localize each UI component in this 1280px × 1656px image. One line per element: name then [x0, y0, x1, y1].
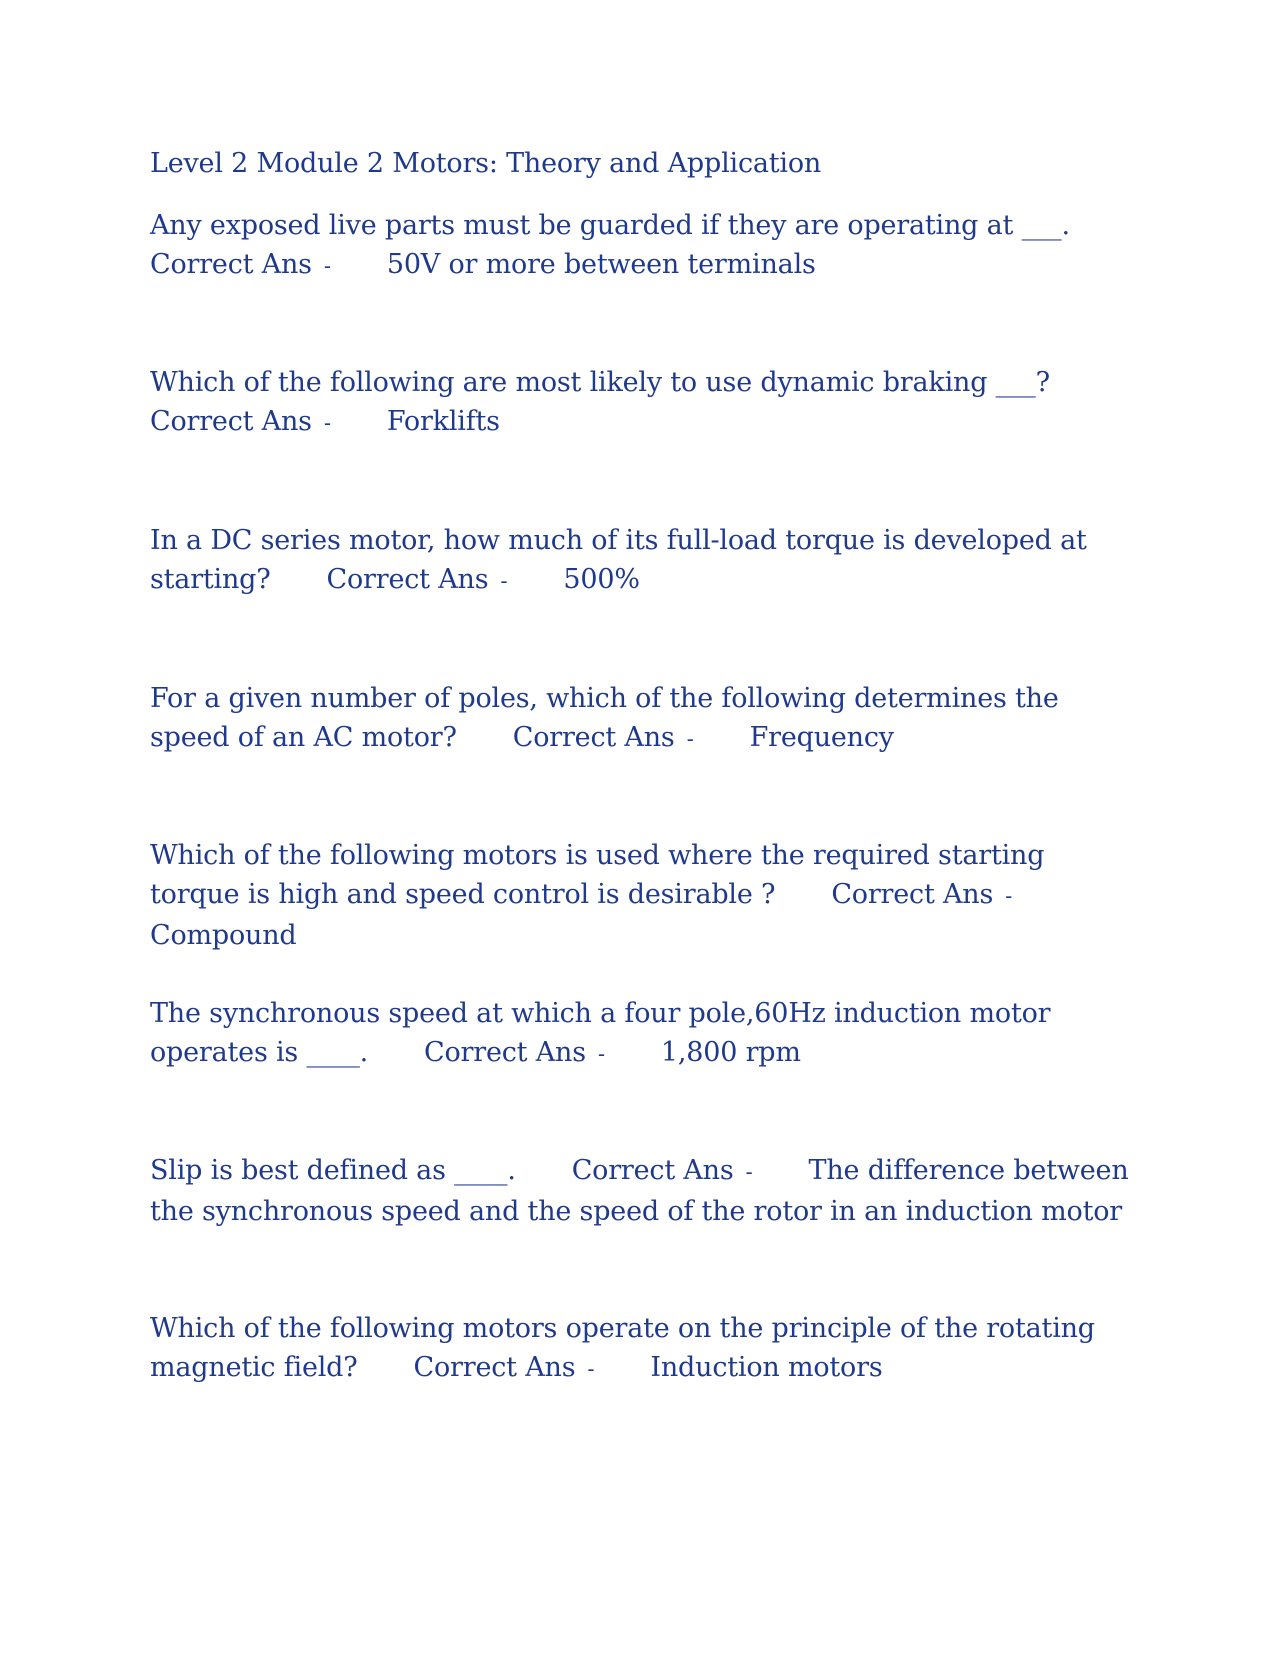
- question-text: Which of the following motors is used where the required starting torque is high and speed control is desirable ?: [150, 840, 1045, 910]
- question-text: For a given number of poles, which of the following determines the speed of an AC motor?: [150, 683, 1059, 753]
- qa-item: [150, 1309, 1130, 1389]
- answer-text: 500%: [563, 564, 640, 595]
- answer-label: Correct Ans: [831, 879, 994, 910]
- question-text: Slip is best defined as ____.: [150, 1155, 516, 1186]
- qa-item: [150, 836, 1130, 955]
- answer-text: Frequency: [749, 722, 894, 753]
- answer-text: The difference between the synchronous speed and the speed of the rotor in an induction motor: [150, 1155, 1129, 1227]
- answer-label: Correct Ans: [424, 1037, 586, 1068]
- question-text: Which of the following motors operate on the principle of the rotating magnetic field?: [150, 1313, 1095, 1383]
- qa-item: [150, 994, 1130, 1074]
- qa-item: [150, 363, 1130, 443]
- document-title: Level 2 Module 2 Motors: Theory and Application: [150, 148, 822, 179]
- answer-separator: -: [323, 411, 331, 435]
- question-text: Any exposed live parts must be guarded if they are operating at ___.: [150, 210, 1070, 241]
- answer-text: Induction motors: [650, 1352, 883, 1383]
- answer-label: Correct Ans: [571, 1155, 734, 1186]
- qa-item: [150, 1151, 1130, 1231]
- answer-text: Forklifts: [386, 406, 500, 437]
- answer-label: Correct Ans: [150, 249, 312, 280]
- answer-separator: -: [587, 1357, 595, 1381]
- answer-label: Correct Ans: [413, 1352, 576, 1383]
- answer-label: Correct Ans: [512, 722, 675, 753]
- answer-separator: -: [323, 254, 331, 278]
- answer-separator: -: [745, 1160, 753, 1184]
- answer-label: Correct Ans: [326, 564, 489, 595]
- answer-text: 1,800 rpm: [660, 1037, 801, 1068]
- qa-item: [150, 679, 1130, 759]
- qa-item: [150, 206, 1130, 286]
- qa-item: [150, 521, 1130, 601]
- answer-separator: -: [597, 1042, 605, 1066]
- question-text: In a DC series motor, how much of its full-load torque is developed at starting?: [150, 525, 1087, 595]
- answer-label: Correct Ans: [150, 406, 312, 437]
- answer-text: Compound: [150, 920, 297, 951]
- answer-separator: -: [1005, 884, 1013, 908]
- answer-separator: -: [500, 569, 508, 593]
- question-text: The synchronous speed at which a four pole,60Hz induction motor operates is ____.: [150, 998, 1051, 1068]
- answer-separator: -: [686, 727, 694, 751]
- answer-text: 50V or more between terminals: [386, 249, 816, 280]
- question-text: Which of the following are most likely to use dynamic braking ___?: [150, 367, 1050, 398]
